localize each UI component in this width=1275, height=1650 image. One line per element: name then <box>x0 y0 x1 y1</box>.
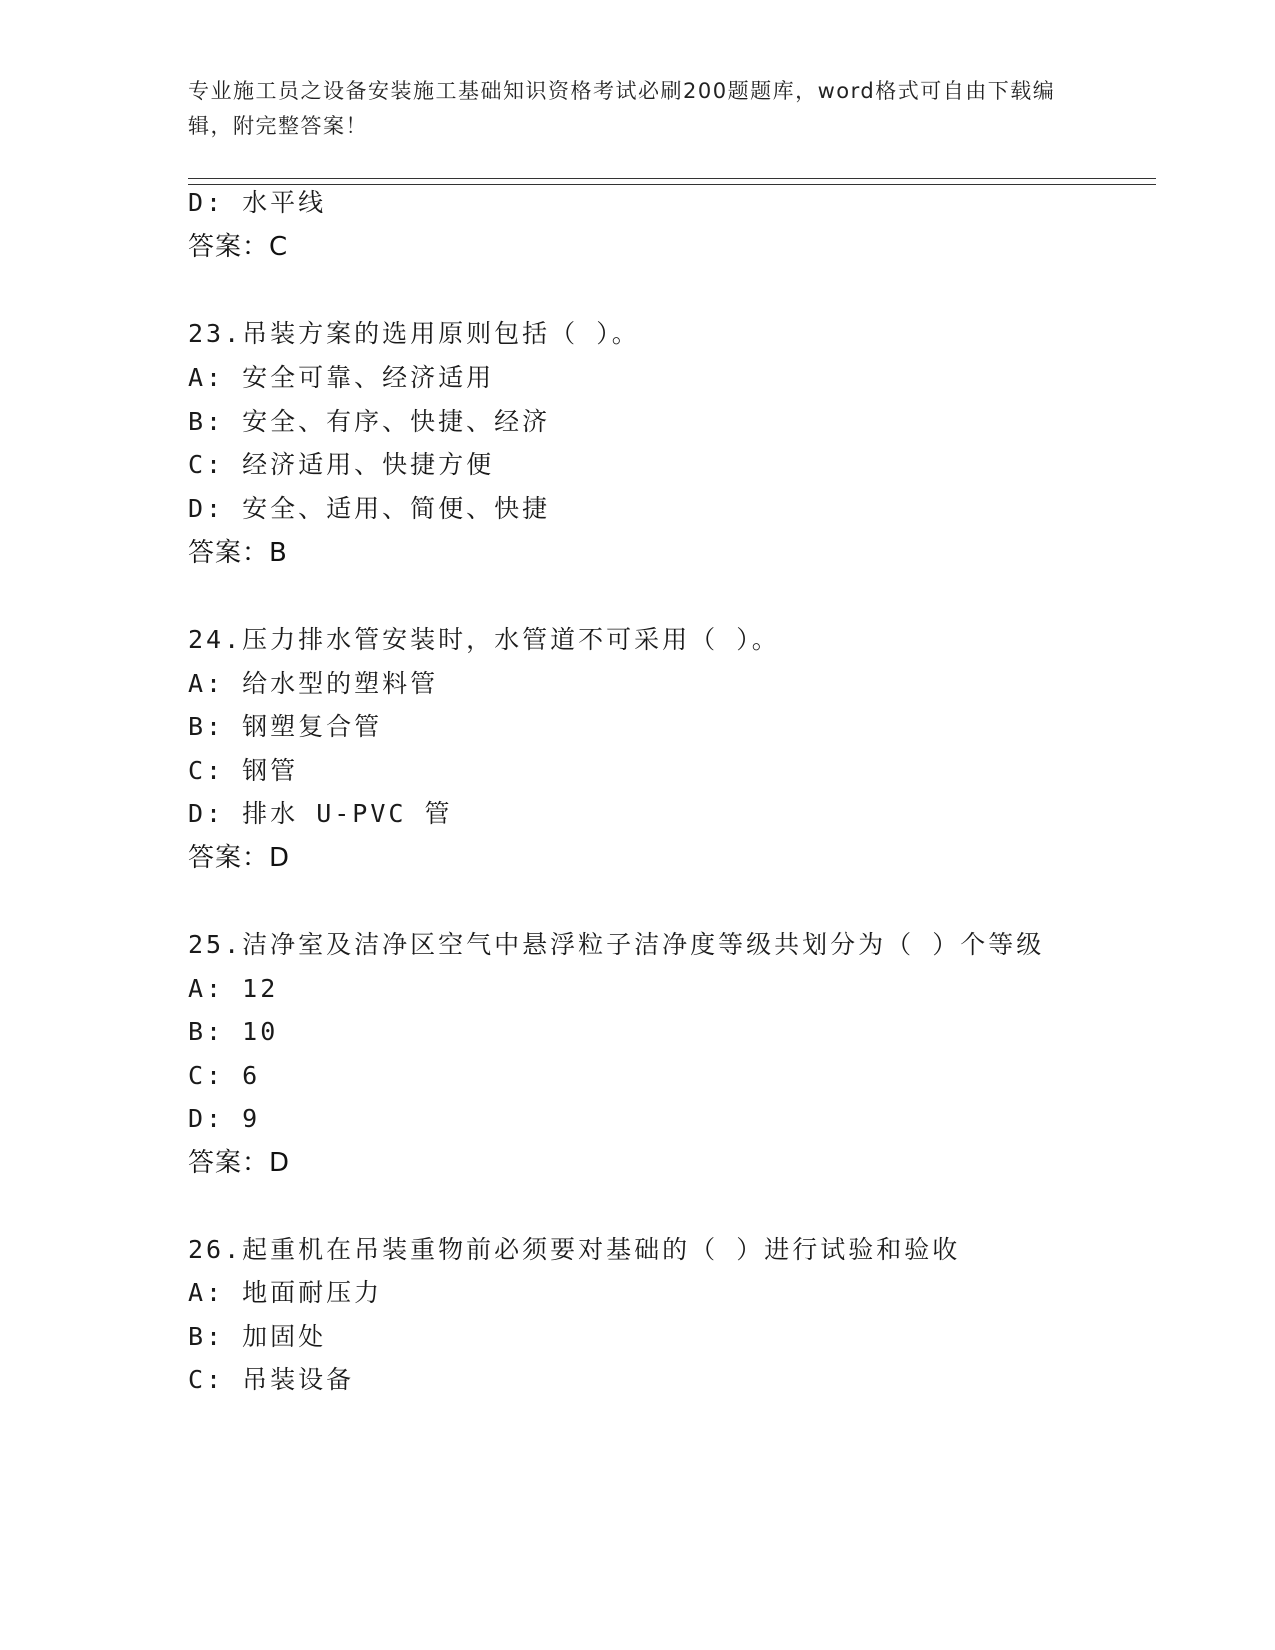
question-stem: 23.吊装方案的选用原则包括（ ）。 <box>188 319 640 348</box>
page-header: 专业施工员之设备安装施工基础知识资格考试必刷200题题库，word格式可自由下载编辑，附完整答案！ <box>188 79 1056 138</box>
option-line: A: 安全可靠、经济适用 <box>188 363 495 392</box>
answer-line: 答案：D <box>188 1148 291 1178</box>
option-line: C: 6 <box>188 1061 261 1090</box>
question-stem: 24.压力排水管安装时，水管道不可采用（ ）。 <box>188 625 780 654</box>
header-divider <box>188 178 1156 185</box>
option-line: C: 经济适用、快捷方便 <box>188 450 495 479</box>
option-line: B: 钢塑复合管 <box>188 712 383 741</box>
option-line: A: 地面耐压力 <box>188 1278 383 1307</box>
option-line: A: 给水型的塑料管 <box>188 669 439 698</box>
option-line: C: 吊装设备 <box>188 1365 355 1394</box>
option-line: B: 10 <box>188 1017 279 1046</box>
option-line: D: 排水 U-PVC 管 <box>188 799 453 828</box>
answer-line: 答案：D <box>188 843 291 873</box>
option-line: B: 加固处 <box>188 1322 327 1351</box>
question-stem: 25.洁净室及洁净区空气中悬浮粒子洁净度等级共划分为（ ）个等级 <box>188 930 1045 959</box>
option-line: D: 水平线 <box>188 188 327 217</box>
option-line: C: 钢管 <box>188 756 299 785</box>
question-stem: 26.起重机在吊装重物前必须要对基础的（ ）进行试验和验收 <box>188 1235 961 1264</box>
option-line: B: 安全、有序、快捷、经济 <box>188 407 551 436</box>
answer-line: 答案：C <box>188 232 289 262</box>
option-line: A: 12 <box>188 974 279 1003</box>
option-line: D: 9 <box>188 1104 261 1133</box>
answer-line: 答案：B <box>188 538 288 568</box>
option-line: D: 安全、适用、简便、快捷 <box>188 494 551 523</box>
